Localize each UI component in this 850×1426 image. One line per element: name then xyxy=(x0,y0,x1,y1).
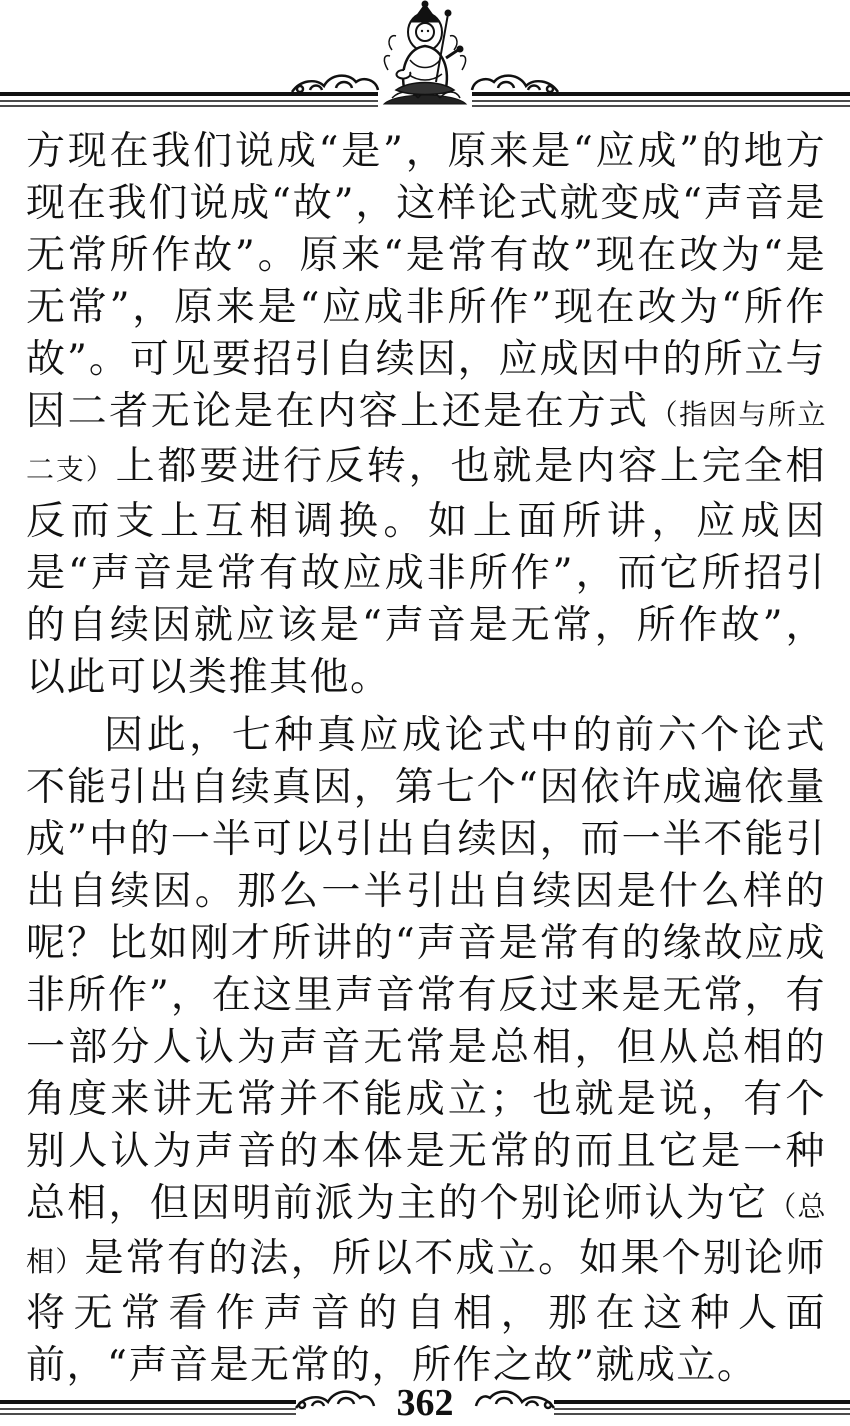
padmasambhava-figure-icon xyxy=(384,1,466,104)
right-cloud-scroll-icon xyxy=(472,76,558,92)
left-cloud-scroll-icon xyxy=(292,76,378,92)
paragraph xyxy=(26,710,826,1392)
paragraph-text: 方现在我们说成“是”，原来是“应成”的地方现在我们说成“故”，这样论式就变成“声音是无常所作故”。原来“是常有故”现在改为“是无常”，原来是“应成非所作”现在改为“所作故”。可见要招引自续因，应成因中的所立与因二者无论是在内容上还是在方式 xyxy=(26,129,826,434)
inline-note: （总相） xyxy=(26,1190,826,1278)
inline-note: （指因与所立二支） xyxy=(26,398,826,486)
paragraph-text: 上都要进行反转，也就是内容上完全相反而支上互相调换。如上面所讲，应成因是“声音是常有故应成非所作”，而它所招引的自续因就应该是“声音是无常，所作故”，以此可以类推其他。 xyxy=(26,444,826,700)
body-text xyxy=(26,126,826,1392)
paragraph-text: 因此，七种真应成论式中的前六个论式不能引出自续真因，第七个“因依许成遍依量成”中的一半可以引出自续因，而一半不能引出自续因。那么一半引出自续因是什么样的呢？比如刚才所讲的“声音是常有的缘故应成非所作”，在这里声音常有反过来是无常，有一部分人认为声音无常是总相，但从总相的角度来讲无常并不能成立；也就是说，有个别人认为声音的本体是无常的而且它是一种总相，但因明前派为主的个别论师认为它 xyxy=(26,713,826,1226)
page-number: 362 xyxy=(396,1382,454,1424)
page-header-ornament xyxy=(0,0,850,112)
paragraph-text: 是常有的法，所以不成立。如果个别论师将无常看作声音的自相，那在这种人面前，“声音是无常的，所作之故”就成立。 xyxy=(26,1236,826,1388)
paragraph xyxy=(26,126,826,704)
